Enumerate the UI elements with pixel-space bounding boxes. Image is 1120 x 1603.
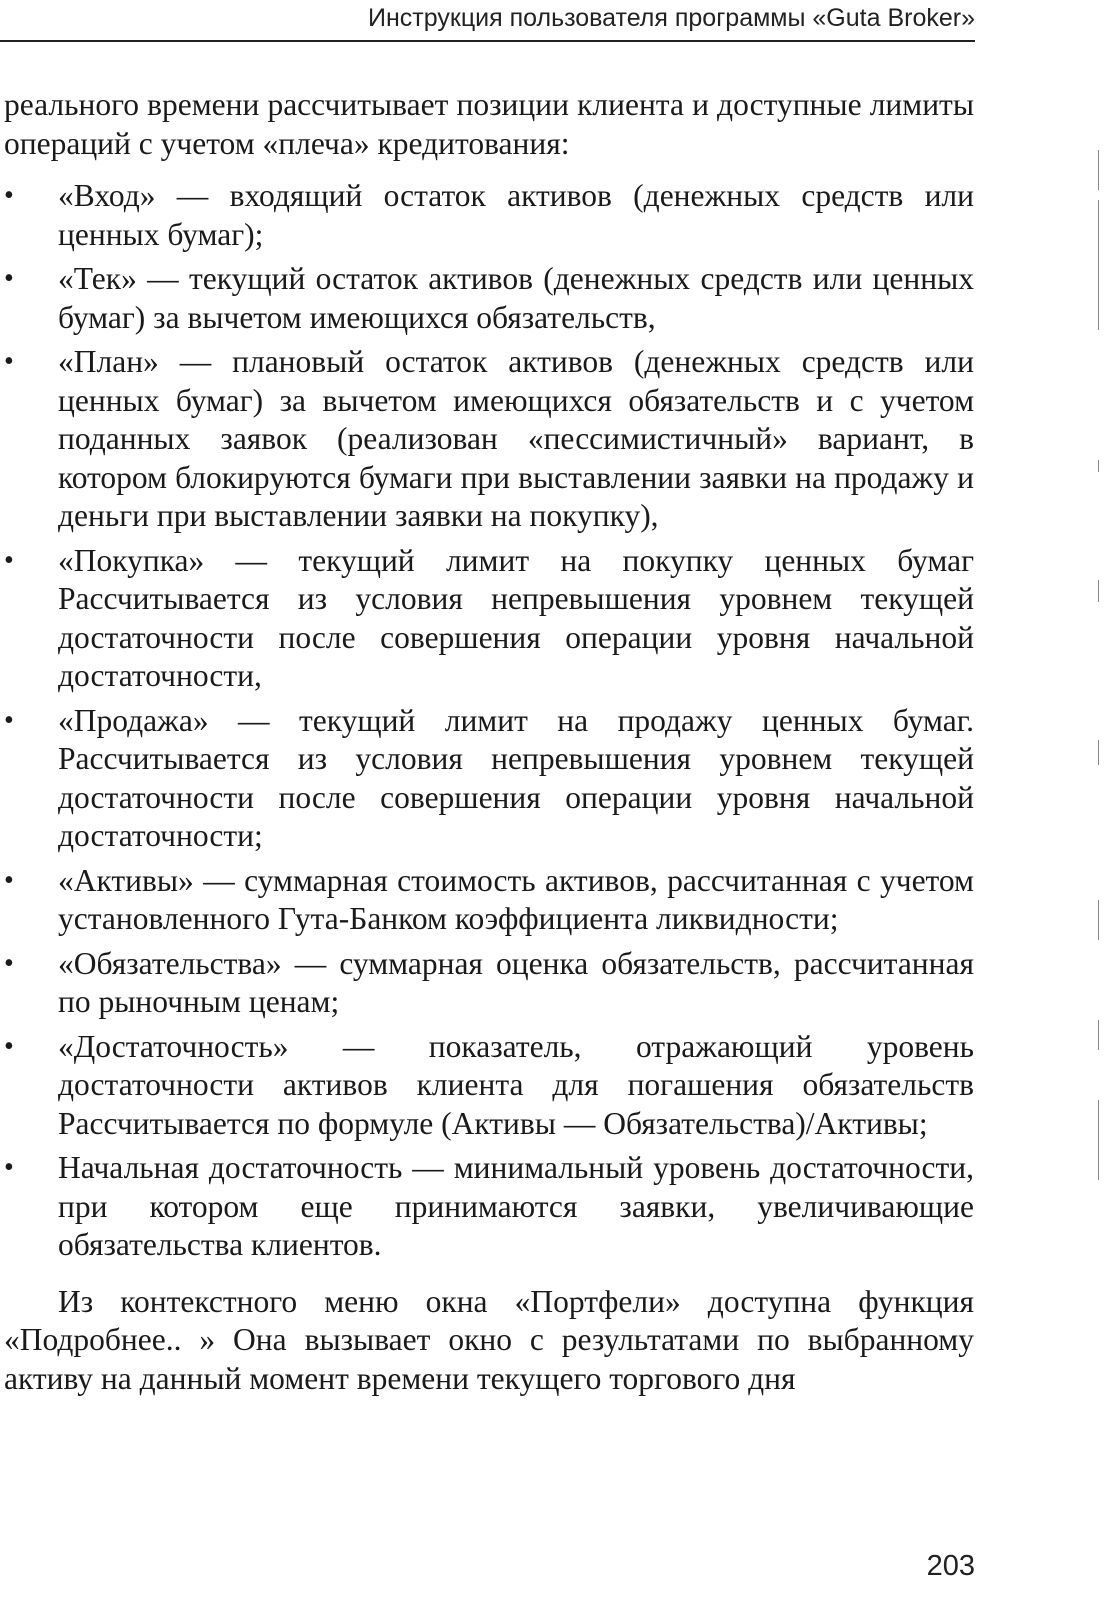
page-number: 203 xyxy=(926,1550,975,1582)
bullet-icon: • xyxy=(4,864,14,896)
list-item xyxy=(4,260,974,337)
list-item-text: «Вход» — входящий остаток активов (денежных средств или ценных бумаг); xyxy=(58,178,974,252)
list-item xyxy=(4,542,974,696)
bullet-icon: • xyxy=(4,180,14,211)
bullet-icon: • xyxy=(4,1152,14,1183)
running-header: Инструкция пользователя программы «Guta Broker» xyxy=(368,4,975,32)
list-item xyxy=(4,177,974,254)
bullet-icon: • xyxy=(4,704,14,736)
bullet-icon: • xyxy=(4,544,14,576)
list-item-text: «План» — плановый остаток активов (денежных средств или ценных бумаг) за вычетом имеющихся обязательств и с учетом поданных заявок (реализован «пессимистичный» вариант, в котором блокируются бумаги при выставлении заявки на продажу и деньги при выставлении заявки на покупку), xyxy=(58,344,974,533)
list-item xyxy=(4,862,974,939)
header-rule xyxy=(0,40,975,42)
list-item-text: «Продажа» — текущий лимит на продажу ценных бумаг. Рассчитывается из условия непревышения уровнем текущей достаточности после совершения операции уровня начальной достаточности; xyxy=(58,702,974,853)
list-item-text: Начальная достаточность — минимальный уровень достаточности, при котором еще принимаются заявки, увеличивающие обязательства клиентов. xyxy=(58,1150,974,1262)
bullet-icon: • xyxy=(4,1030,14,1062)
limits-list xyxy=(4,177,974,1265)
bullet-icon: • xyxy=(4,947,14,979)
list-item xyxy=(4,1028,974,1144)
list-item xyxy=(4,1149,974,1265)
list-item-text: «Обязательства» — суммарная оценка обязательств, рассчитанная по рыночным ценам; xyxy=(58,945,974,1019)
list-item-text: «Достаточность» — показатель, отражающий уровень достаточности активов клиента для погашения обязательств Рассчитывается по формуле (Активы — Обязательства)/Активы; xyxy=(58,1028,974,1141)
intro-paragraph: реального времени рассчитывает позиции клиента и доступные лимиты операций с учетом «плеча» кредитования: xyxy=(4,87,974,161)
bullet-icon: • xyxy=(4,263,14,294)
list-item-text: «Покупка» — текущий лимит на покупку ценных бумаг Рассчитывается из условия непревышения уровнем текущей достаточности после совершения операции уровня начальной достаточности, xyxy=(58,542,974,693)
list-item xyxy=(4,945,974,1022)
list-item-text: «Активы» — суммарная стоимость активов, рассчитанная с учетом установленного Гута-Банком коэффициента ликвидности; xyxy=(58,862,974,936)
scan-margin-marks xyxy=(1090,140,1110,1340)
closing-paragraph: Из контекстного меню окна «Портфели» доступна функция «Подробнее.. » Она вызывает окно с результатами по выбранному активу на данный момент времени текущего торгового дня xyxy=(4,1283,974,1396)
page-body xyxy=(4,86,974,1398)
list-item-text: «Тек» — текущий остаток активов (денежных средств или ценных бумаг) за вычетом имеющихся обязательств, xyxy=(58,261,974,335)
list-item xyxy=(4,702,974,856)
bullet-icon: • xyxy=(4,346,14,377)
list-item xyxy=(4,343,974,536)
